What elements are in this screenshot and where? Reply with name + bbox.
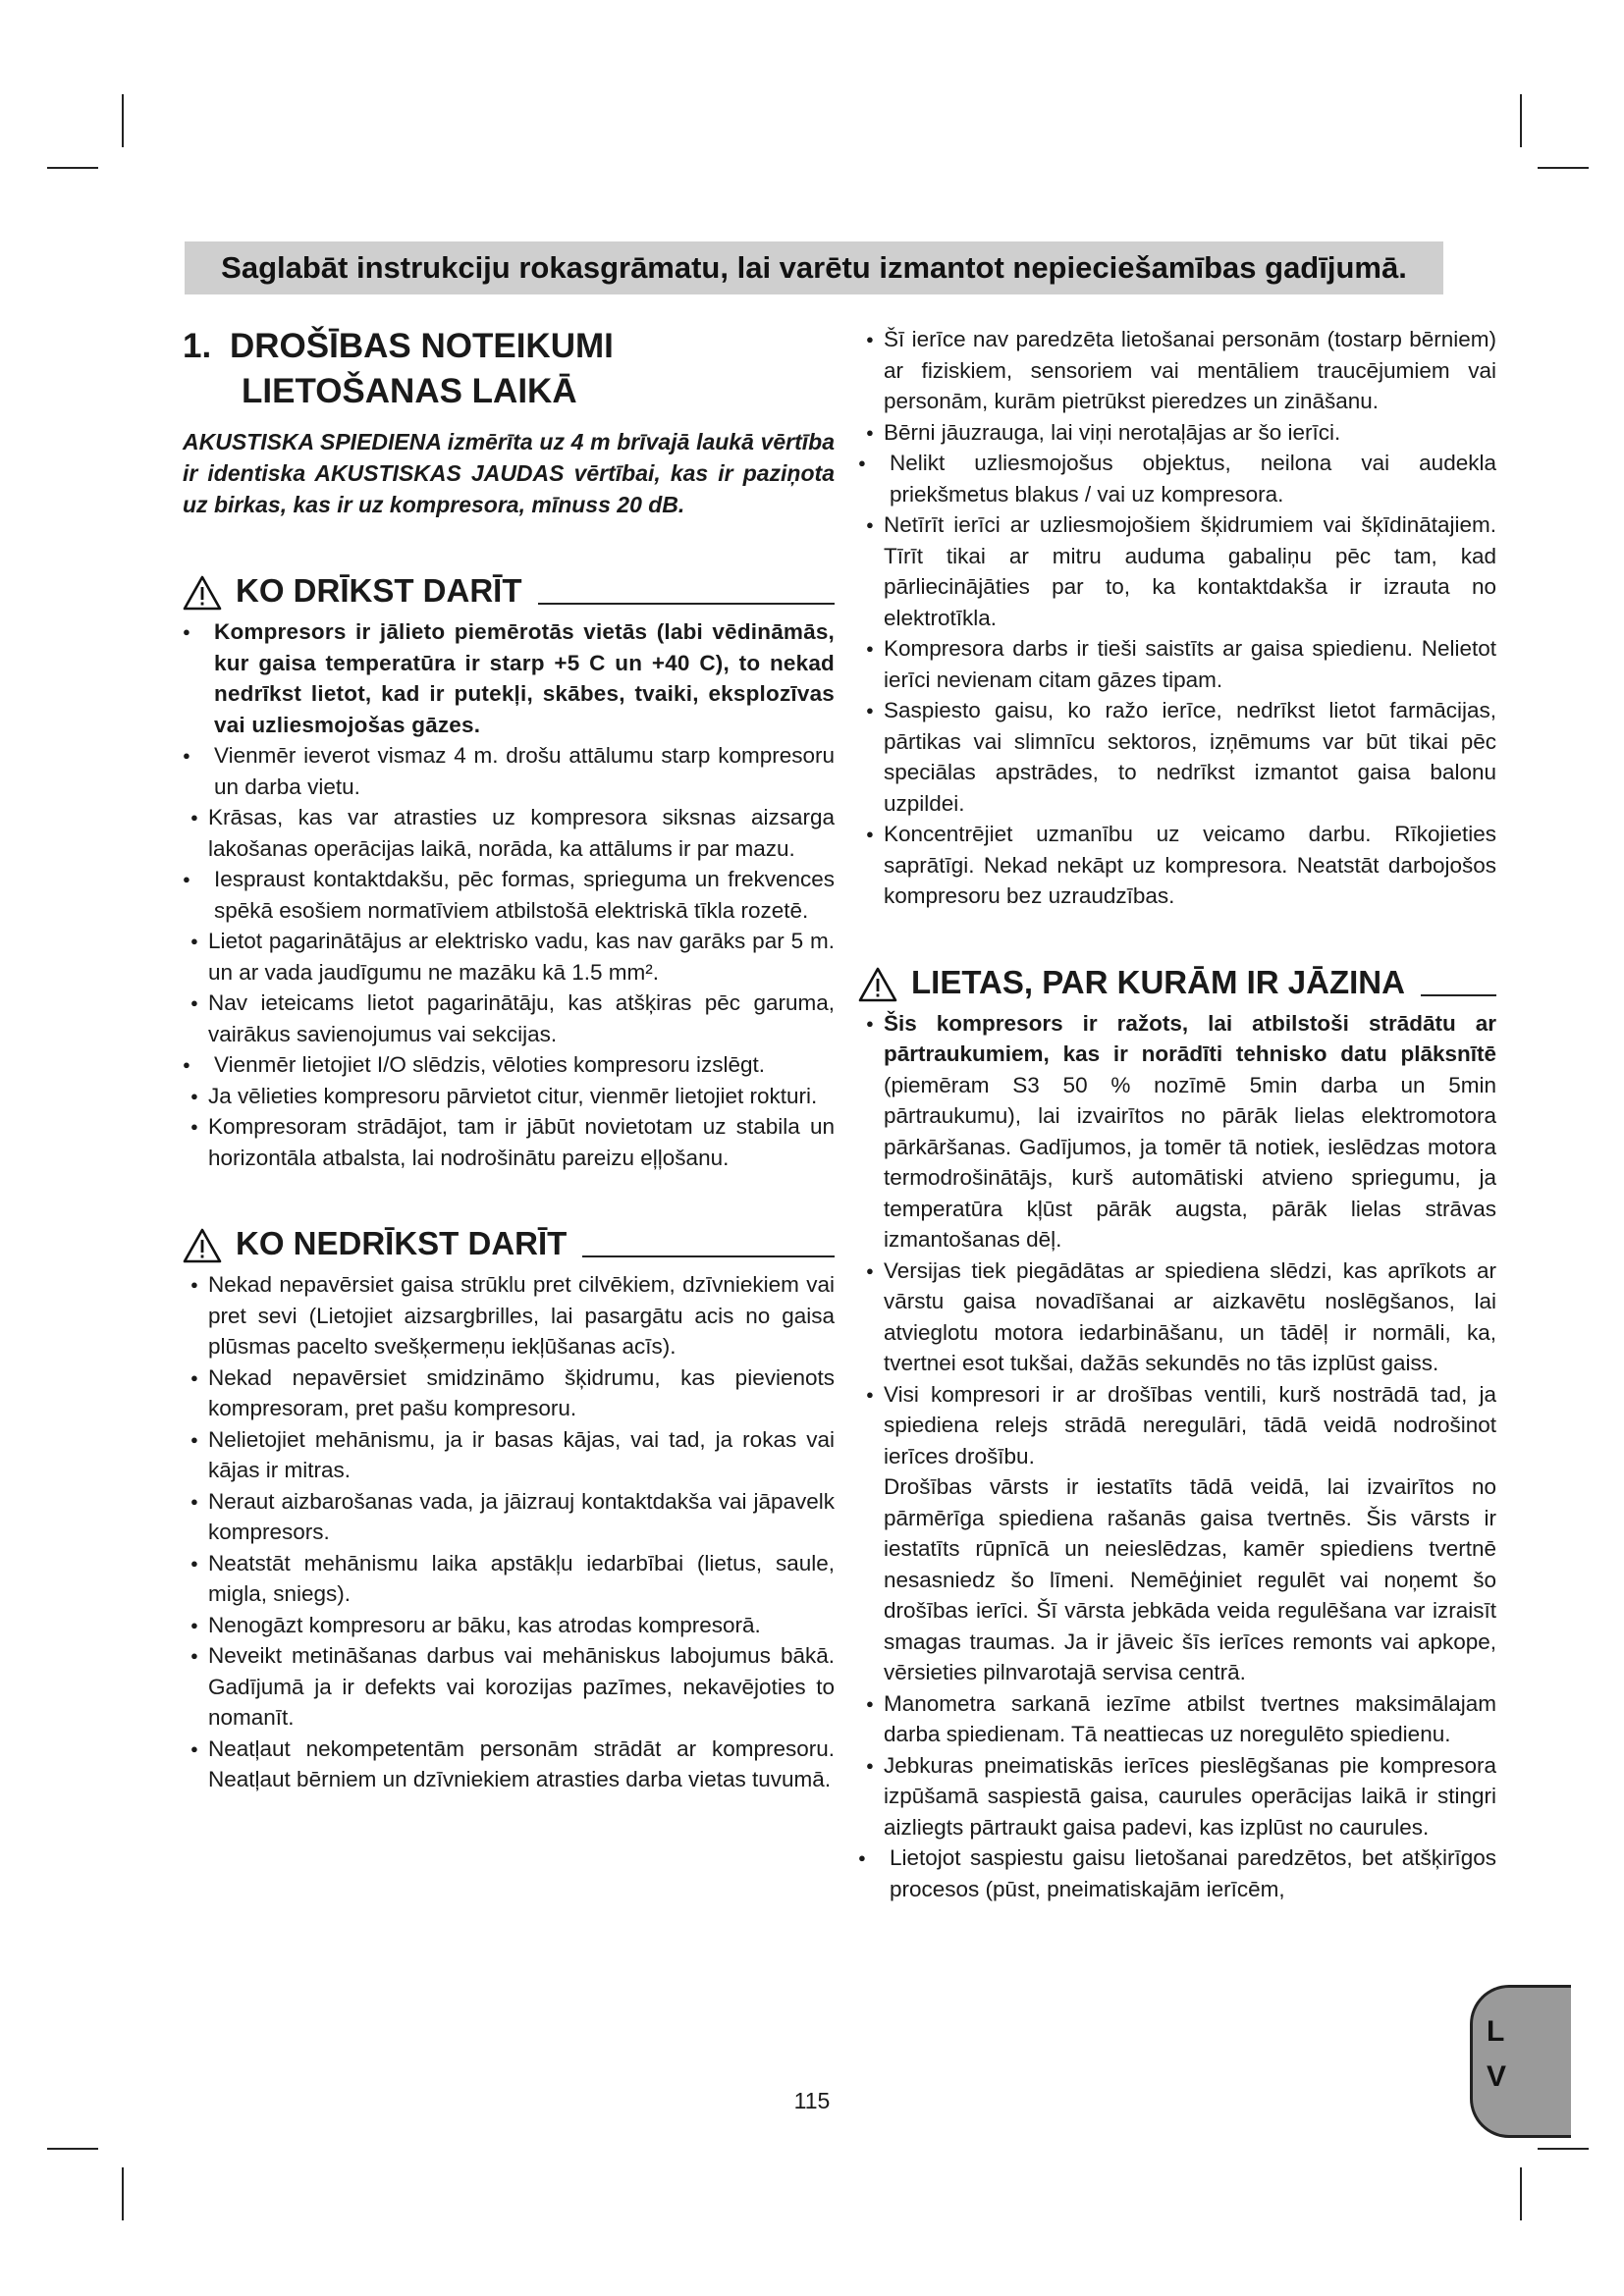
list-item: ● Lietot pagarinātājus ar elektrisko vadu, kas nav garāks par 5 m. un ar vada jaudīgumu ne mazāku kā 1.5 mm². bbox=[183, 926, 835, 988]
list-item: ● Manometra sarkanā iezīme atbilst tvertnes maksimālajam darba spiedienam. Tā neattiecas uz noregulēto spiedienu. bbox=[858, 1688, 1496, 1750]
heading-rule bbox=[538, 603, 836, 605]
section-title-line2: LIETOŠANAS LAIKĀ bbox=[242, 372, 577, 410]
list-item: ● Netīrīt ierīci ar uzliesmojošiem šķidrumiem vai šķīdinātajiem. Tīrīt tikai ar mitru auduma gabaliņu pēc tam, kad pārliecinājāties par to, ka kontaktdakša ir izrauta no elektrotīkla. bbox=[858, 509, 1496, 633]
general-list bbox=[858, 324, 1496, 912]
list-item: ● Visi kompresori ir ar drošības ventili, kurš nostrādā tad, ja spiediena relejs strādā neregulāri, tādā veidā nodrošinot ierīces drošību. bbox=[858, 1379, 1496, 1472]
know-list bbox=[858, 1008, 1496, 1905]
list-item: ● Vienmēr ieverot vismaz 4 m. drošu attālumu starp kompresoru un darba vietu. bbox=[183, 740, 835, 802]
warning-icon bbox=[183, 1228, 222, 1263]
list-item: ● Versijas tiek piegādātas ar spiediena slēdzi, kas aprīkots ar vārstu gaisa novadīšanai ar aizkavētu noslēgšanos, lai atvieglotu motora iedarbināšanu, un tādēļ ir normāli, ka, tvertnei esot tukšai, dažās sekundēs no tās izplūst gaiss. bbox=[858, 1255, 1496, 1379]
list-item-bold: Šis kompresors ir ražots, lai atbilstoši strādātu ar pārtraukumiem, kas ir norādīti tehnisko datu plāksnītē bbox=[884, 1010, 1496, 1066]
left-column bbox=[183, 324, 835, 1795]
list-item: ● Koncentrējiet uzmanību uz veicamo darbu. Rīkojieties saprātīgi. Nekad nekāpt uz kompresora. Neatstāt darbojošos kompresoru bez uzraudzības. bbox=[858, 819, 1496, 912]
crop-mark bbox=[47, 2148, 98, 2150]
language-letter: V bbox=[1487, 2060, 1507, 2093]
list-item: ● Kompresora darbs ir tieši saistīts ar gaisa spiedienu. Nelietot ierīci nevienam citam gāzes tipam. bbox=[858, 633, 1496, 695]
list-item: ● Kompresoram strādājot, tam ir jābūt novietotam uz stabila un horizontāla atbalsta, lai nodrošinātu pareizu eļļošanu. bbox=[183, 1111, 835, 1173]
crop-mark bbox=[1520, 94, 1522, 147]
list-item: ● Jebkuras pneimatiskās ierīces pieslēgšanas pie kompresora izpūšamā saspiestā gaisa, caurules operācijas laikā ir stingri aizliegts pārtraukt gaisa padevi, kas izplūst no caurules. bbox=[858, 1750, 1496, 1843]
section-title bbox=[183, 324, 835, 414]
right-column bbox=[858, 324, 1496, 1904]
list-item: ● Lietojot saspiestu gaisu lietošanai paredzētos, bet atšķirīgos procesos (pūst, pneimatiskajām ierīcēm, bbox=[858, 1842, 1496, 1904]
warning-icon bbox=[858, 967, 897, 1002]
list-item: ● Nelikt uzliesmojošus objektus, neilona vai audekla priekšmetus blakus / vai uz kompresora. bbox=[858, 448, 1496, 509]
heading-rule bbox=[1421, 994, 1496, 996]
list-item: ● Neatstāt mehānismu laika apstākļu iedarbībai (lietus, saule, migla, sniegs). bbox=[183, 1548, 835, 1610]
heading-rule bbox=[582, 1255, 835, 1257]
crop-mark bbox=[1538, 167, 1589, 169]
know-heading bbox=[858, 963, 1496, 1002]
page-number: 115 bbox=[793, 2088, 831, 2113]
warning-icon bbox=[183, 575, 222, 611]
list-item: ● Ja vēlieties kompresoru pārvietot citur, vienmēr lietojiet rokturi. bbox=[183, 1081, 835, 1112]
list-item: ● Krāsas, kas var atrasties uz kompresora siksnas aizsarga lakošanas operācijas laikā, norāda, ka attālums ir par mazu. bbox=[183, 802, 835, 864]
list-item: ● Neraut aizbarošanas vada, ja jāizrauj kontaktdakša vai jāpavelk kompresors. bbox=[183, 1486, 835, 1548]
list-item bbox=[858, 1008, 1496, 1255]
know-title: LIETAS, PAR KURĀM IR JĀZINA bbox=[911, 963, 1405, 1000]
paragraph: Drošības vārsts ir iestatīts tādā veidā, lai izvairītos no pārmērīga spiediena rašanās gaisa tvertnēs. Šis vārsts ir iestatīts rūpnīcā un neieslēdzas, kamēr spiediens tvertnē nesasniedz šo līmeni. Nemēģiniet regulēt vai noņemt šo drošības ierīci. Šī vārsta jebkāda veida regulēšana var izraisīt smagas traumas. Ja ir jāveic šīs ierīces remonts vai apkope, vērsieties pilnvarotajā servisa centrā. bbox=[884, 1474, 1496, 1684]
crop-mark bbox=[1520, 2167, 1522, 2220]
list-item: ● Nekad nepavērsiet smidzināmo šķidrumu, kas pievienots kompresoram, pret pašu kompresoru. bbox=[183, 1362, 835, 1424]
intro-paragraph: AKUSTISKA SPIEDIENA izmērīta uz 4 m brīvajā laukā vērtība ir identiska AKUSTISKAS JAUDAS vērtībai, kas ir paziņota uz birkas, kas ir uz kompresora, mīnuss 20 dB. bbox=[183, 429, 835, 517]
list-item-text: (piemēram S3 50 % nozīmē 5min darba un 5min pārtraukumu), lai izvairītos no pārāk lielas elektromotora pārkāršanas. Gadījumos, ja tomēr tā notiek, ieslēdzas motora termodrošinātājs, kurš automātiski atvieno spriegumu, ja temperatūra kļūst pārāk augsta, pārāk lielas strāvas izmantošanas dēļ. bbox=[884, 1072, 1496, 1252]
crop-mark bbox=[122, 94, 124, 147]
list-item: ● Nenogāzt kompresoru ar bāku, kas atrodas kompresorā. bbox=[183, 1610, 835, 1641]
donts-heading bbox=[183, 1224, 835, 1263]
list-item: ● Neveikt metināšanas darbus vai mehāniskus labojumus bākā. Gadījumā ja ir defekts vai korozijas pazīmes, nekavējoties to nomanīt. bbox=[183, 1640, 835, 1734]
list-item: ● Nekad nepavērsiet gaisa strūklu pret cilvēkiem, dzīvniekiem vai pret sevi (Lietojiet aizsargbrilles, lai pasargātu acis no gaisa plūsmas pacelto svešķermeņu iekļūšanas acīs). bbox=[183, 1269, 835, 1362]
donts-list bbox=[183, 1269, 835, 1795]
section-title-line1: DROŠĪBAS NOTEIKUMI bbox=[230, 327, 614, 365]
dos-heading bbox=[183, 571, 835, 611]
section-number: 1. bbox=[183, 327, 212, 365]
list-item: ● Šī ierīce nav paredzēta lietošanai personām (tostarp bērniem) ar fiziskiem, sensoriem vai mentāliem traucējumiem vai personām, kurām pietrūkst pieredzes un zināšanu. bbox=[858, 324, 1496, 417]
list-item: ● Vienmēr lietojiet I/O slēdzis, vēloties kompresoru izslēgt. bbox=[183, 1049, 835, 1081]
language-letter: L bbox=[1487, 2015, 1505, 2048]
crop-mark bbox=[1538, 2148, 1589, 2150]
list-item: ● Nelietojiet mehānismu, ja ir basas kājas, vai tad, ja rokas vai kājas ir mitras. bbox=[183, 1424, 835, 1486]
list-item: ● Kompresors ir jālieto piemērotās vietās (labi vēdināmās, kur gaisa temperatūra ir starp +5 C un +40 C), to nekad nedrīkst lietot, kad ir putekļi, skābes, tvaiki, eksplozīvas vai uzliesmojošas gāzes. bbox=[183, 616, 835, 740]
header-banner: Saglabāt instrukciju rokasgrāmatu, lai varētu izmantot nepieciešamības gadījumā. bbox=[185, 241, 1443, 294]
language-tab bbox=[1470, 1985, 1571, 2138]
dos-title: KO DRĪKST DARĪT bbox=[236, 572, 522, 609]
donts-title: KO NEDRĪKST DARĪT bbox=[236, 1225, 568, 1261]
list-item: ● Nav ieteicams lietot pagarinātāju, kas atšķiras pēc garuma, vairākus savienojumus vai sekcijas. bbox=[183, 988, 835, 1049]
crop-mark bbox=[47, 167, 98, 169]
list-item: ● Neatļaut nekompetentām personām strādāt ar kompresoru. Neatļaut bērniem un dzīvniekiem atrasties darba vietas tuvumā. bbox=[183, 1734, 835, 1795]
list-item: ● Saspiesto gaisu, ko ražo ierīce, nedrīkst lietot farmācijas, pārtikas vai slimnīcu sektoros, izņēmums var būt tikai pēc speciālas apstrādes, to nedrīkst izmantot gaisa balonu uzpildei. bbox=[858, 695, 1496, 819]
dos-list bbox=[183, 616, 835, 1173]
list-item: ● Bērni jāuzrauga, lai viņi nerotaļājas ar šo ierīci. bbox=[858, 417, 1496, 449]
list-item: ● Iespraust kontaktdakšu, pēc formas, sprieguma un frekvences spēkā esošiem normatīviem atbilstošā elektriskā tīkla rozetē. bbox=[183, 864, 835, 926]
crop-mark bbox=[122, 2167, 124, 2220]
